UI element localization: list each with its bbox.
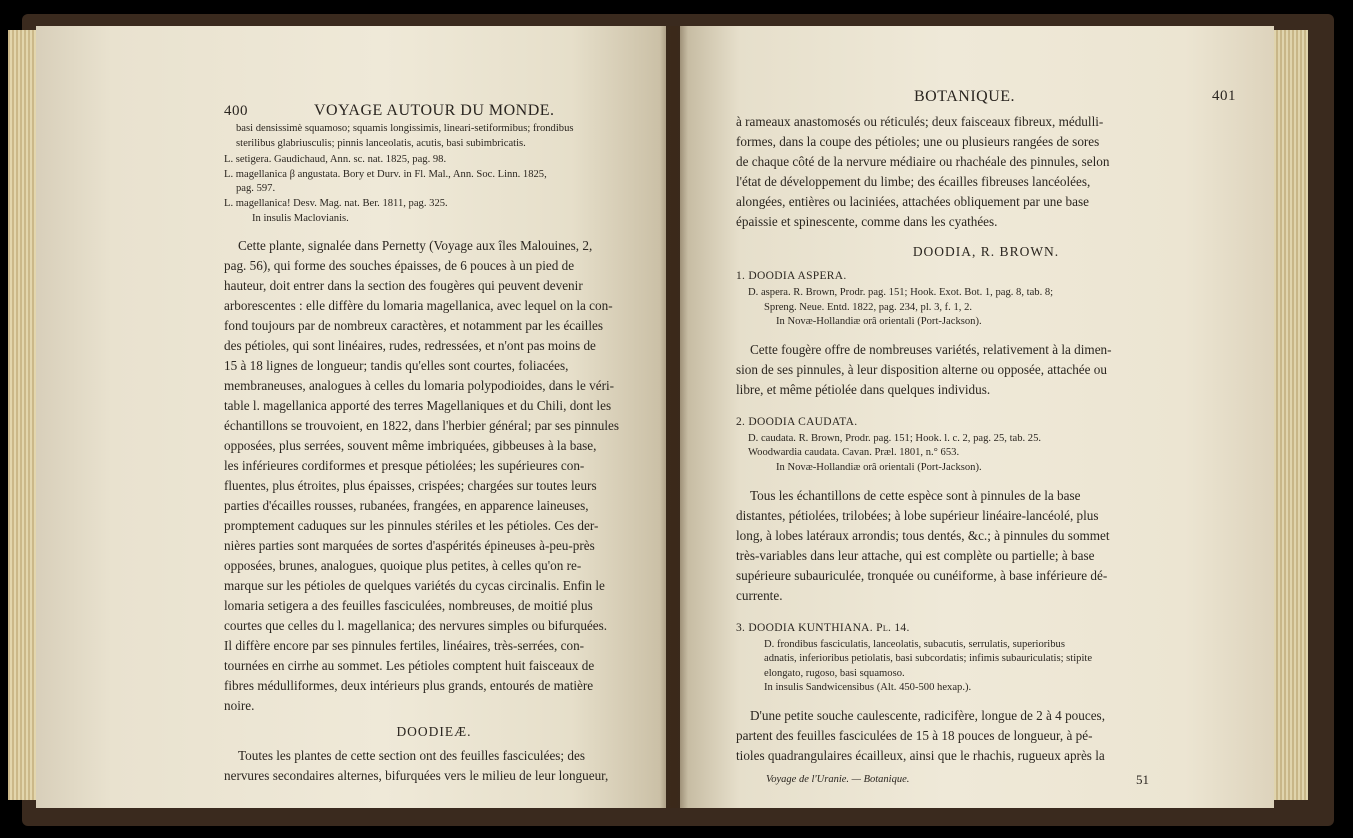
references — [224, 153, 644, 226]
right-page-number: 401 — [1212, 88, 1236, 104]
right-running-head: BOTANIQUE. — [914, 88, 1016, 105]
species-3-latin — [736, 638, 1236, 696]
text-line: nervures secondaires alternes, bifurquées vers le milieu de leur longueur, — [224, 768, 609, 784]
text-line: Il diffère encore par ses pinnules fertiles, linéaires, très-serrées, con- — [224, 638, 585, 654]
book-gutter — [660, 26, 688, 808]
species-title: 3. DOODIA KUNTHIANA. Pl. 14. — [736, 621, 910, 634]
text-line: les inférieures cordiformes et presque pétiolées; les supérieures con- — [224, 458, 585, 474]
reference-line: L. magellanica β angustata. Bory et Durv. in Fl. Mal., Ann. Soc. Linn. 1825, — [224, 168, 547, 180]
species-3-text — [736, 706, 1236, 766]
text-line: hauteur, doit entrer dans la section des fougères qui peuvent devenir — [224, 278, 583, 294]
text-line: fluentes, plus étroites, plus épaisses, crispées; chargées sur toutes leurs — [224, 478, 597, 494]
species-2-refs — [736, 432, 1236, 476]
left-running-head: VOYAGE AUTOUR DU MONDE. — [314, 102, 555, 119]
text-line: l'état de développement du limbe; des écailles fibreuses lancéolées, — [736, 174, 1091, 189]
text-line: tournées en cirrhe au sommet. Les pétioles comptent huit faisceaux de — [224, 658, 595, 674]
text-line: arborescentes : elle diffère du lomaria magellanica, avec lequel on la con- — [224, 298, 613, 314]
text-line: libre, et même pétiolée dans quelques individus. — [736, 381, 991, 397]
text-line: sion de ses pinnules, à leur disposition alterne ou opposée, attachée ou — [736, 361, 1107, 377]
text-line: courtes que celles du l. magellanica; des nervures simples ou bifurquées. — [224, 618, 608, 634]
reference-line: pag. 597. — [236, 183, 276, 195]
text-line: Cette plante, signalée dans Pernetty (Voyage aux îles Malouines, 2, — [238, 238, 593, 254]
text-line: Tous les échantillons de cette espèce sont à pinnules de la base — [750, 487, 1081, 503]
reference-line: Spreng. Neue. Entd. 1822, pag. 234, pl. 3, f. 1, 2. — [764, 301, 973, 313]
text-line: des pétioles, qui sont linéaires, rudes, redressées, et n'ont pas moins de — [224, 338, 596, 354]
latin-diagnosis — [224, 122, 644, 151]
text-line: fibres médulliformes, deux intérieurs plus grands, entourés de matière — [224, 678, 594, 694]
text-line: table l. magellanica apporté des terres Magellaniques et du Chili, dont les — [224, 398, 612, 414]
reference-line: D. aspera. R. Brown, Prodr. pag. 151; Hook. Exot. Bot. 1, pag. 8, tab. 8; — [748, 287, 1054, 298]
text-line: parties d'écailles rousses, rubanées, frangées, en apparence laineuses, — [224, 498, 589, 514]
left-running-head-row — [224, 102, 644, 120]
habitat-line: In Novæ-Hollandiæ orâ orientali (Port-Jackson). — [776, 461, 982, 473]
habitat-line: In Novæ-Hollandiæ orâ orientali (Port-Jackson). — [776, 316, 982, 328]
reference-line: Woodwardia caudata. Cavan. Præl. 1801, n.° 653. — [748, 447, 960, 459]
text-line: supérieure subauriculée, tronquée ou cunéiforme, à base inférieure dé- — [736, 567, 1108, 583]
text-line: partent des feuilles fasciculées de 15 à 18 pouces de longueur, à pé- — [736, 727, 1093, 743]
text-line: marque sur les pétioles de quelques variétés du cycas circinalis. Enfin le — [224, 578, 605, 594]
latin-line: D. frondibus fasciculatis, lanceolatis, subacutis, serrulatis, superioribus — [764, 638, 1065, 650]
left-page-number: 400 — [224, 103, 248, 119]
latin-line: basi densissimè squamoso; squamis longissimis, lineari-setiformibus; frondibus — [236, 123, 574, 134]
text-line: épaissie et spinescente, comme dans les cyathées. — [736, 214, 998, 229]
text-line: opposées, brunes, analogues, quoique plus petites, à celles qu'on re- — [224, 558, 582, 574]
text-line: lomaria setigera a des feuilles fasciculées, nombreuses, de moitié plus — [224, 598, 593, 614]
species-1-text — [736, 340, 1236, 400]
reference-line: L. magellanica! Desv. Mag. nat. Ber. 1811, pag. 325. — [224, 197, 448, 209]
left-page-edges — [8, 30, 38, 800]
text-line: très-variables dans leur attache, qui est complète ou partielle; à base — [736, 547, 1095, 563]
signature-mark: 51 — [1136, 771, 1149, 787]
text-line: long, à lobes latéraux arrondis; tous dentés, &c.; à pinnules du sommet — [736, 527, 1110, 543]
species-title: 1. DOODIA ASPERA. — [736, 270, 847, 282]
latin-line: sterilibus glabriusculis; pinnis lanceolatis, acutis, basi subimbricatis. — [236, 137, 526, 149]
species-3 — [736, 618, 1236, 766]
section-heading: DOODIEÆ. — [396, 724, 472, 740]
species-1 — [736, 266, 1236, 400]
text-line: tioles quadrangulaires écailleux, ainsi que le rhachis, rugueux après la — [736, 747, 1105, 763]
habitat-line: In insulis Sandwicensibus (Alt. 450-500 hexap.). — [764, 682, 972, 694]
text-line: alongées, entières ou laciniées, attachées obliquement par une base — [736, 194, 1089, 209]
text-line: distantes, pétiolées, trilobées; à lobe supérieur linéaire-lancéolé, plus — [736, 507, 1099, 523]
paragraph-section-intro — [224, 746, 644, 786]
text-line: à rameaux anastomosés ou réticulés; deux faisceaux fibreux, médulli- — [736, 114, 1104, 129]
paragraph-description — [224, 236, 644, 716]
text-line: formes, dans la coupe des pétioles; une ou plusieurs rangées de sores — [736, 134, 1100, 149]
species-2-text — [736, 486, 1236, 606]
species-2 — [736, 412, 1236, 606]
right-page-edges — [1270, 30, 1308, 800]
text-line: currente. — [736, 587, 783, 603]
text-line: 15 à 18 lignes de longueur; tandis qu'elles sont courtes, foliacées, — [224, 358, 569, 374]
text-line: promptement caduques sur les pinnules stériles et les pétioles. Ces der- — [224, 518, 599, 534]
text-line: fond toujours par de nombreux caractères, et notamment par les écailles — [224, 318, 603, 334]
text-line: nières parties sont marquées de sortes d'aspérités épineuses à-peu-près — [224, 538, 595, 554]
text-line: noire. — [224, 698, 255, 714]
left-text-block — [224, 122, 644, 786]
habitat-line: In insulis Maclovianis. — [252, 212, 349, 224]
genus-heading: DOODIA, R. BROWN. — [912, 244, 1060, 259]
species-title: 2. DOODIA CAUDATA. — [736, 415, 858, 428]
text-line: pag. 56), qui forme des souches épaisses, de 6 pouces à un pied de — [224, 258, 575, 274]
footer-title: Voyage de l'Uranie. — Botanique. — [766, 773, 910, 785]
reference-line: L. setigera. Gaudichaud, Ann. sc. nat. 1825, pag. 98. — [224, 154, 447, 166]
right-page — [680, 26, 1274, 808]
latin-line: adnatis, inferioribus petiolatis, basi subcordatis; infimis subauriculatis; stipite — [764, 653, 1093, 665]
text-line: de chaque côté de la nervure médiaire ou rhachéale des pinnules, selon — [736, 154, 1110, 169]
text-line: Toutes les plantes de cette section ont des feuilles fasciculées; des — [238, 748, 585, 764]
left-page — [36, 26, 666, 808]
reference-line: D. caudata. R. Brown, Prodr. pag. 151; Hook. l. c. 2, pag. 25, tab. 25. — [748, 432, 1042, 444]
latin-line: elongato, rugoso, basi squamoso. — [764, 667, 905, 679]
species-1-refs — [736, 286, 1236, 330]
text-line: D'une petite souche caulescente, radicifère, longue de 2 à 4 pouces, — [750, 707, 1105, 723]
text-line: échantillons se trouvoient, en 1822, dans l'herbier général; par ses pinnules — [224, 418, 619, 434]
page-footer — [736, 770, 1236, 786]
text-line: Cette fougère offre de nombreuses variétés, relativement à la dimen- — [750, 341, 1112, 357]
text-line: opposées, plus serrées, souvent même imbriquées, gibbeuses à la base, — [224, 438, 597, 454]
paragraph-continuation — [736, 112, 1236, 232]
right-text-block — [736, 112, 1236, 786]
text-line: membraneuses, analogues à celles du lomaria polypodioides, dans le véri- — [224, 378, 615, 394]
